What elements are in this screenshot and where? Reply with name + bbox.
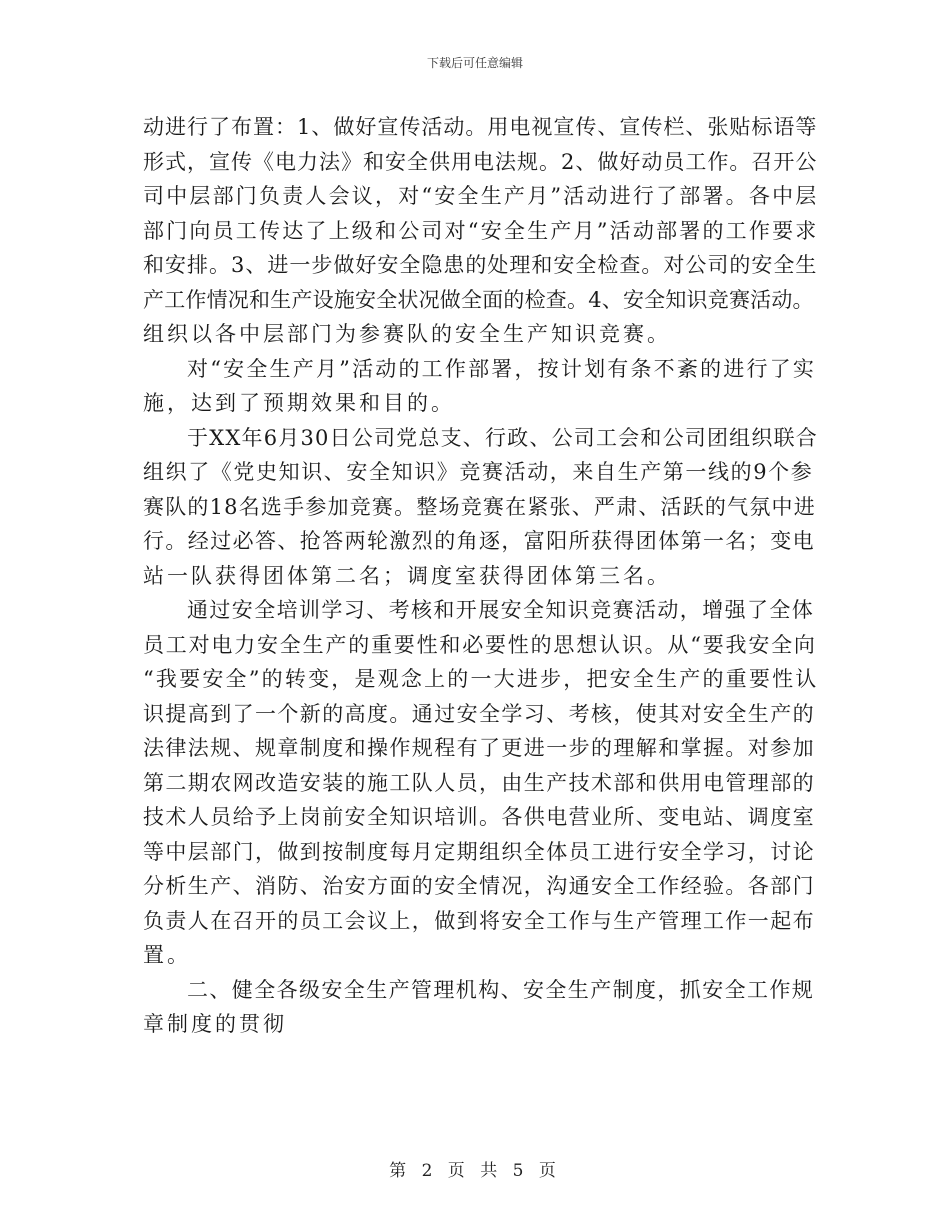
text-line: 章制度的贯彻 <box>143 1012 287 1036</box>
text-line: 法律法规、规章制度和操作规程有了更进一步的理解和掌握。对参加 <box>143 736 815 760</box>
text-line: 员工对电力安全生产的重要性和必要性的思想认识。从“要我安全向 <box>143 632 817 657</box>
text-line: “我要安全”的转变，是观念上的一大进步，把安全生产的重要性认 <box>143 667 819 691</box>
text-line: 行。经过必答、抢答两轮激烈的角逐，富阳所获得团体第一名；变电 <box>143 529 815 553</box>
document-body <box>143 110 818 1042</box>
text-line: 产工作情况和生产设施安全状况做全面的检查。4、安全知识竞赛活动。 <box>143 287 814 312</box>
text-line: 于XX年6月30日公司党总支、行政、公司工会和公司团组织联合 <box>187 425 818 450</box>
text-line: 施，达到了预期效果和目的。 <box>143 391 455 415</box>
text-line: 置。 <box>143 943 191 967</box>
text-line: 负责人在召开的员工会议上，做到将安全工作与生产管理工作一起布 <box>143 908 815 933</box>
text-line: 技术人员给予上岗前安全知识培训。各供电营业所、变电站、调度室 <box>143 805 815 829</box>
text-line: 赛队的18名选手参加竞赛。整场竞赛在紧张、严肃、活跃的气氛中进 <box>143 494 816 519</box>
text-line: 第二期农网改造安装的施工队人员，由生产技术部和供用电管理部的 <box>143 770 815 795</box>
text-line: 对“安全生产月”活动的工作部署，按计划有条不紊的进行了实 <box>187 356 817 381</box>
page-header-note: 下载后可任意编辑 <box>426 56 523 70</box>
text-line: 组织了《党史知识、安全知识》竞赛活动，来自生产第一线的9个参 <box>143 460 814 484</box>
text-line: 部门向员工传达了上级和公司对“安全生产月”活动部署的工作要求 <box>143 218 819 243</box>
text-line: 等中层部门，做到按制度每月定期组织全体员工进行安全学习，讨论 <box>143 839 815 864</box>
text-line: 司中层部门负责人会议，对“安全生产月”活动进行了部署。各中层 <box>143 184 819 208</box>
text-line: 动进行了布置：1、做好宣传活动。用电视宣传、宣传栏、张贴标语等 <box>143 115 818 139</box>
text-line: 组织以各中层部门为参赛队的安全生产知识竞赛。 <box>143 322 671 346</box>
text-line: 和安排。3、进一步做好安全隐患的处理和安全检查。对公司的安全生 <box>143 253 818 277</box>
page-number-footer: 第 2 页 共 5 页 <box>389 1161 561 1181</box>
text-line: 通过安全培训学习、考核和开展安全知识竞赛活动，增强了全体 <box>187 598 815 622</box>
text-line: 识提高到了一个新的高度。通过安全学习、考核，使其对安全生产的 <box>143 701 815 726</box>
text-line: 二、健全各级安全生产管理机构、安全生产制度，抓安全工作规 <box>187 977 815 1002</box>
text-line: 分析生产、消防、治安方面的安全情况，沟通安全工作经验。各部门 <box>143 874 815 898</box>
text-line: 形式，宣传《电力法》和安全供用电法规。2、做好动员工作。召开公 <box>143 149 818 174</box>
text-line: 站一队获得团体第二名；调度室获得团体第三名。 <box>143 563 671 588</box>
